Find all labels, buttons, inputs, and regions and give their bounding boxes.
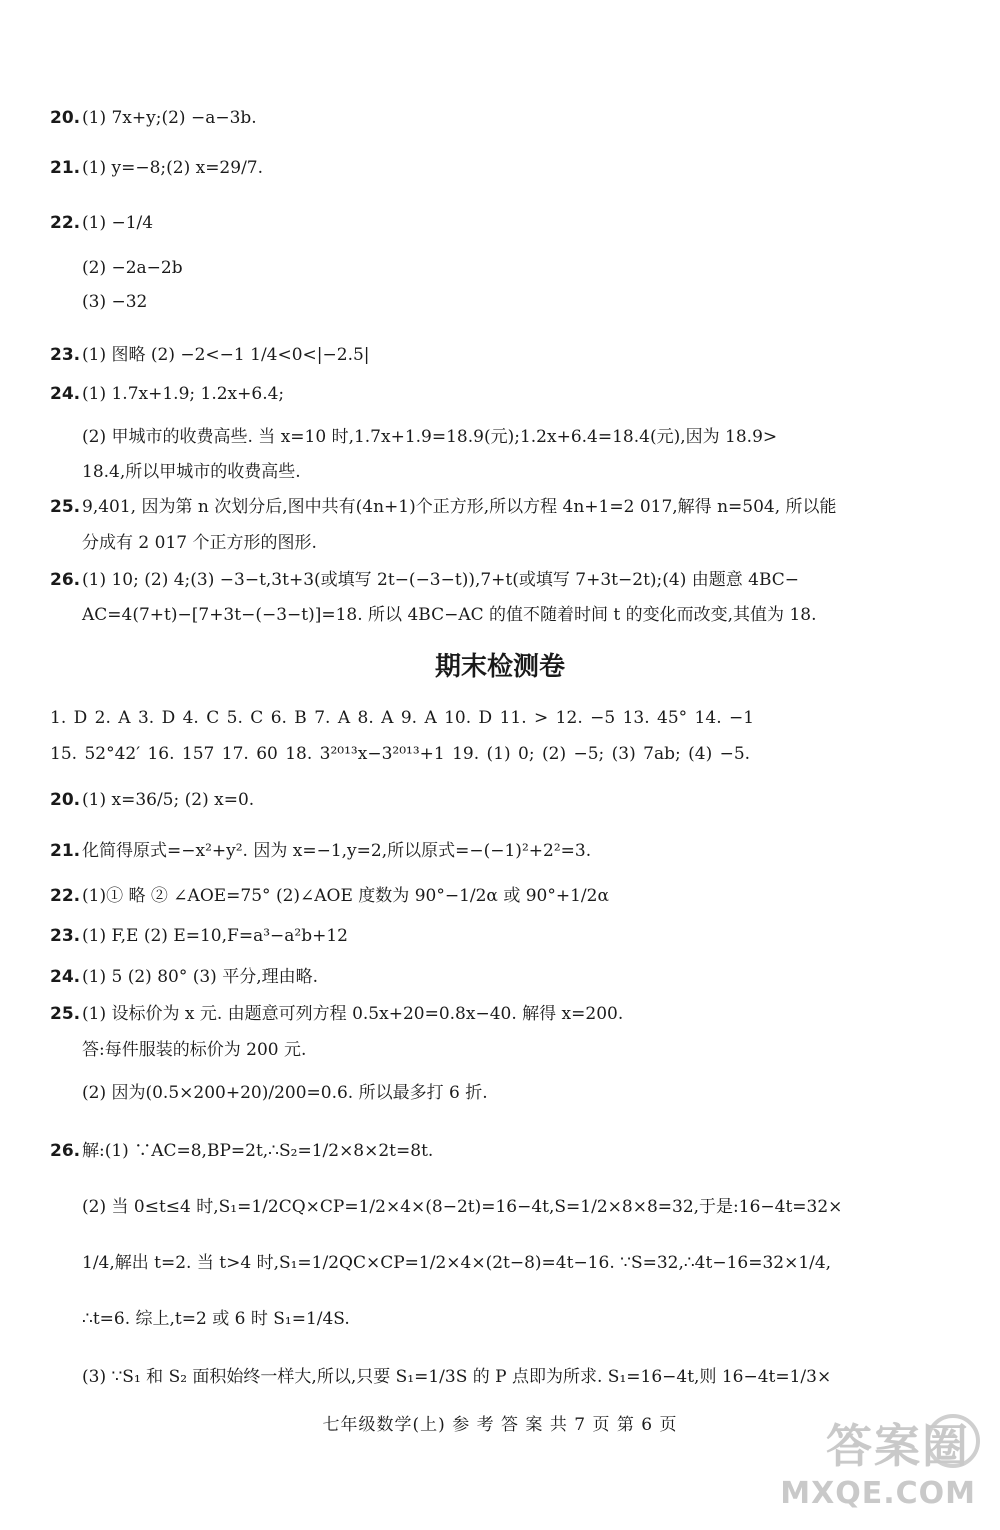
final-answer-26-part2-end: ∴t=6. 综上,t=2 或 6 时 S₁=1/4S. <box>82 1309 350 1329</box>
question-number: 21. <box>50 158 81 178</box>
answer-text: (1) x=36/5; (2) x=0. <box>82 790 255 810</box>
question-number: 20. <box>50 790 81 810</box>
answer-text: (1) 5 (2) 80° (3) 平分,理由略. <box>82 967 319 987</box>
answer-text: (1)① 略 ② ∠AOE=75° (2)∠AOE 度数为 90°−1/2α 或 90°+1/2α <box>82 886 609 906</box>
question-number: 22. <box>50 213 81 233</box>
answer-text: (1) 图略 (2) −2<−1 1/4<0<|−2.5| <box>82 345 370 365</box>
answer-text: 解:(1) ∵AC=8,BP=2t,∴S₂=1/2×8×2t=8t. <box>82 1141 434 1161</box>
final-answer-24 <box>50 962 318 987</box>
answer-24-part2-cont: 18.4,所以甲城市的收费高些. <box>82 462 301 482</box>
final-answer-21 <box>50 836 591 861</box>
answer-text: (1) 10; (2) 4;(3) −3−t,3t+3(或填写 2t−(−3−t)),7+t(或填写 7+3t−2t);(4) 由题意 4BC− <box>82 570 800 590</box>
answer-text: 化简得原式=−x²+y². 因为 x=−1,y=2,所以原式=−(−1)²+2²=3. <box>82 841 592 861</box>
answer-25 <box>50 492 837 517</box>
question-number: 23. <box>50 345 81 365</box>
answer-26-cont: AC=4(7+t)−[7+3t−(−3−t)]=18. 所以 4BC−AC 的值不随着时间 t 的变化而改变,其值为 18. <box>82 605 817 625</box>
final-answer-20 <box>50 790 254 810</box>
answer-25-cont: 分成有 2 017 个正方形的图形. <box>82 533 317 553</box>
mcq-answers-line2: 15. 52°42′ 16. 157 17. 60 18. 3²⁰¹³x−3²⁰¹³+1 19. (1) 0; (2) −5; (3) 7ab; (4) −5. <box>50 744 751 764</box>
watermark-logo <box>780 1410 980 1520</box>
answer-text: 9,401, 因为第 n 次划分后,图中共有(4n+1)个正方形,所以方程 4n+1=2 017,解得 n=504, 所以能 <box>82 497 837 517</box>
final-answer-25-reply: 答:每件服装的标价为 200 元. <box>82 1040 307 1060</box>
question-number: 26. <box>50 570 81 590</box>
answer-23 <box>50 340 370 365</box>
question-number: 22. <box>50 886 81 906</box>
question-number: 24. <box>50 384 81 404</box>
final-answer-26-part3: (3) ∵S₁ 和 S₂ 面积始终一样大,所以,只要 S₁=1/3S 的 P 点即为所求. S₁=16−4t,则 16−4t=1/3× <box>82 1367 832 1387</box>
final-answer-26-part2-cont: 1/4,解出 t=2. 当 t>4 时,S₁=1/2QC×CP=1/2×4×(2t−8)=4t−16. ∵S=32,∴4t−16=32×1/4, <box>82 1253 832 1273</box>
mcq-answers-line1: 1. D 2. A 3. D 4. C 5. C 6. B 7. A 8. A 9. A 10. D 11. > 12. −5 13. 45° 14. −1 <box>50 708 755 728</box>
answer-24 <box>50 384 284 404</box>
question-number: 21. <box>50 841 81 861</box>
answer-24-part2: (2) 甲城市的收费高些. 当 x=10 时,1.7x+1.9=18.9(元);1.2x+6.4=18.4(元),因为 18.9> <box>82 427 778 447</box>
answer-text: (1) 7x+y;(2) −a−3b. <box>82 108 257 128</box>
question-number: 26. <box>50 1141 81 1161</box>
watermark-url: MXQE.COM <box>780 1476 976 1511</box>
answer-text: (1) F,E (2) E=10,F=a³−a²b+12 <box>82 926 348 946</box>
answer-21 <box>50 158 263 178</box>
watermark-text: 答案圈 <box>826 1419 970 1473</box>
exam-title: 期末检测卷 <box>434 652 565 682</box>
final-answer-26 <box>50 1136 433 1161</box>
question-number: 24. <box>50 967 81 987</box>
question-number: 20. <box>50 108 81 128</box>
answer-20 <box>50 108 257 128</box>
answer-26 <box>50 565 799 590</box>
question-number: 25. <box>50 497 81 517</box>
question-number: 23. <box>50 926 81 946</box>
answer-22-part2: (2) −2a−2b <box>82 258 183 278</box>
final-answer-22 <box>50 881 609 906</box>
answer-text: (1) 1.7x+1.9; 1.2x+6.4; <box>82 384 285 404</box>
answer-text: (1) y=−8;(2) x=29/7. <box>82 158 264 178</box>
answer-22 <box>50 213 153 233</box>
answer-text: (1) 设标价为 x 元. 由题意可列方程 0.5x+20=0.8x−40. 解得 x=200. <box>82 1004 624 1024</box>
answer-22-part3: (3) −32 <box>82 292 148 312</box>
question-number: 25. <box>50 1004 81 1024</box>
answer-text: (1) −1/4 <box>82 213 154 233</box>
final-answer-26-part2: (2) 当 0≤t≤4 时,S₁=1/2CQ×CP=1/2×4×(8−2t)=16−4t,S=1/2×8×8=32,于是:16−4t=32× <box>82 1197 843 1217</box>
final-answer-25 <box>50 999 623 1024</box>
final-answer-23 <box>50 926 348 946</box>
final-answer-25-part2: (2) 因为(0.5×200+20)/200=0.6. 所以最多打 6 折. <box>82 1083 488 1103</box>
page-footer: 七年级数学(上) 参 考 答 案 共 7 页 第 6 页 <box>322 1415 678 1435</box>
